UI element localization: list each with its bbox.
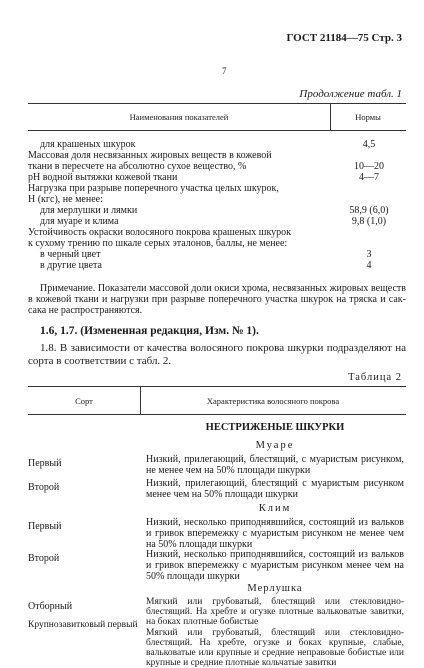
table1-value: 10—20 [354,161,384,172]
table1-value: 3 [366,249,372,260]
table2-caption: Таблица 2 [348,372,402,383]
table1-row: для мерлушки и лямки [40,205,138,216]
group-title-muare: Муаре [255,440,295,451]
group-title-merlushka: Мерлушка [247,583,303,594]
table1-value: 4,5 [362,139,376,150]
table1-row: Нагрузка при разрыве поперечного участка целых шкурок, [28,183,279,194]
table1-value: 4—7 [359,172,379,183]
page-mark: 7 [222,66,227,76]
sort-label: Первый [28,458,62,469]
table1-row: в другие цвета [40,260,102,271]
table1-col-norms: Нормы [355,112,381,122]
table1-note: Примечание. Показатели массовой доли окиси хрома, несвязанных жировых веществ в кожевой ткани и нагрузки при разрыве поперечного участка шкурок на тряска и сак-сака не распространяются. [28,283,406,316]
table1-row: ткани в пересчете на абсолютно сухое вещество, % [28,161,247,172]
sort-description: Низкий, несколько приподнявшийся, состоящий из вальков и гривок вперемежку с муаристым рисунком не менее чем на 50% площади шкурки [146,517,404,550]
table2-col-characteristic: Характеристика волосяного покрова [206,396,340,406]
section-1-6: 1.6, 1.7. (Измененная редакция, Изм. № 1). [40,325,259,337]
table1-value: 58,9 (6,0) [349,205,389,216]
sort-label: Второй [28,482,60,493]
table1-row: в черный цвет [40,249,101,260]
table1-value: 4 [366,260,372,271]
table1-col-name: Наименования показателей [129,112,229,122]
table2-header-line [28,414,406,415]
sort-description: Низкий, прилегающий, блестящий с муаристым рисунком менее чем на 50% площади шкурки [146,478,404,500]
sort-label: Первый [28,521,62,532]
sort-label: Крупнозавитковый первый [28,620,138,630]
section-1-8: 1.8. В зависимости от качества волосяного покрова шкурки подразделяют на сорта в соответствии с табл. 2. [28,342,406,367]
table2-col-sort: Сорт [75,396,93,406]
table1-row: Устойчивость окраски волосяного покрова крашеных шкурок [28,227,292,238]
table1-row: для муаре и клима [40,216,119,227]
table2-top-line [28,386,406,387]
table-continuation: Продолжение табл. 1 [299,88,402,100]
sort-description: Мягкий или грубоватый, блестящий или стекловидно-блестящий. На хребте и огузке плотные вальковатые завитки, на боках плотные бобистые [146,597,404,627]
sort-description: Низкий, прилегающий, блестящий, с муаристым рисунком, не менее чем на 50% площади шкурки [146,454,404,476]
sort-label: Второй [28,553,60,564]
table1-row: для крашеных шкурок [40,139,136,150]
table1-header-line [28,130,406,131]
sort-label: Отборный [28,601,73,612]
sort-description: Мягкий или грубоватый, блестящий или стекловидно-блестящий. На хребте, огузке и боках крупные, слабые, вальковатые или крупные и средние неправовые бобистые или крупные и средние плотные кольчатые завитки [146,628,404,668]
table1-row: к сухому трению по шкале серых эталонов, баллы, не менее: [28,238,288,249]
table1-top-line [28,103,406,104]
table1-row: Массовая доля несвязанных жировых веществ в кожевой [28,150,272,161]
table1-row: pH водной вытяжки кожевой ткани [28,172,178,183]
sort-description: Низкий, несколько приподнявшийся, состоящий из вальков и гривок вперемежку с муаристым рисунком менее чем на 50% площади шкурки [146,549,404,582]
page-header: ГОСТ 21184—75 Стр. 3 [286,32,402,44]
group-title-klim: Клим [258,503,292,514]
table1-value: 9,8 (1,0) [351,216,387,227]
table1-row: Н (кгс), не менее: [28,194,103,205]
table2-heading: НЕСТРИЖЕНЫЕ ШКУРКИ [205,422,345,433]
